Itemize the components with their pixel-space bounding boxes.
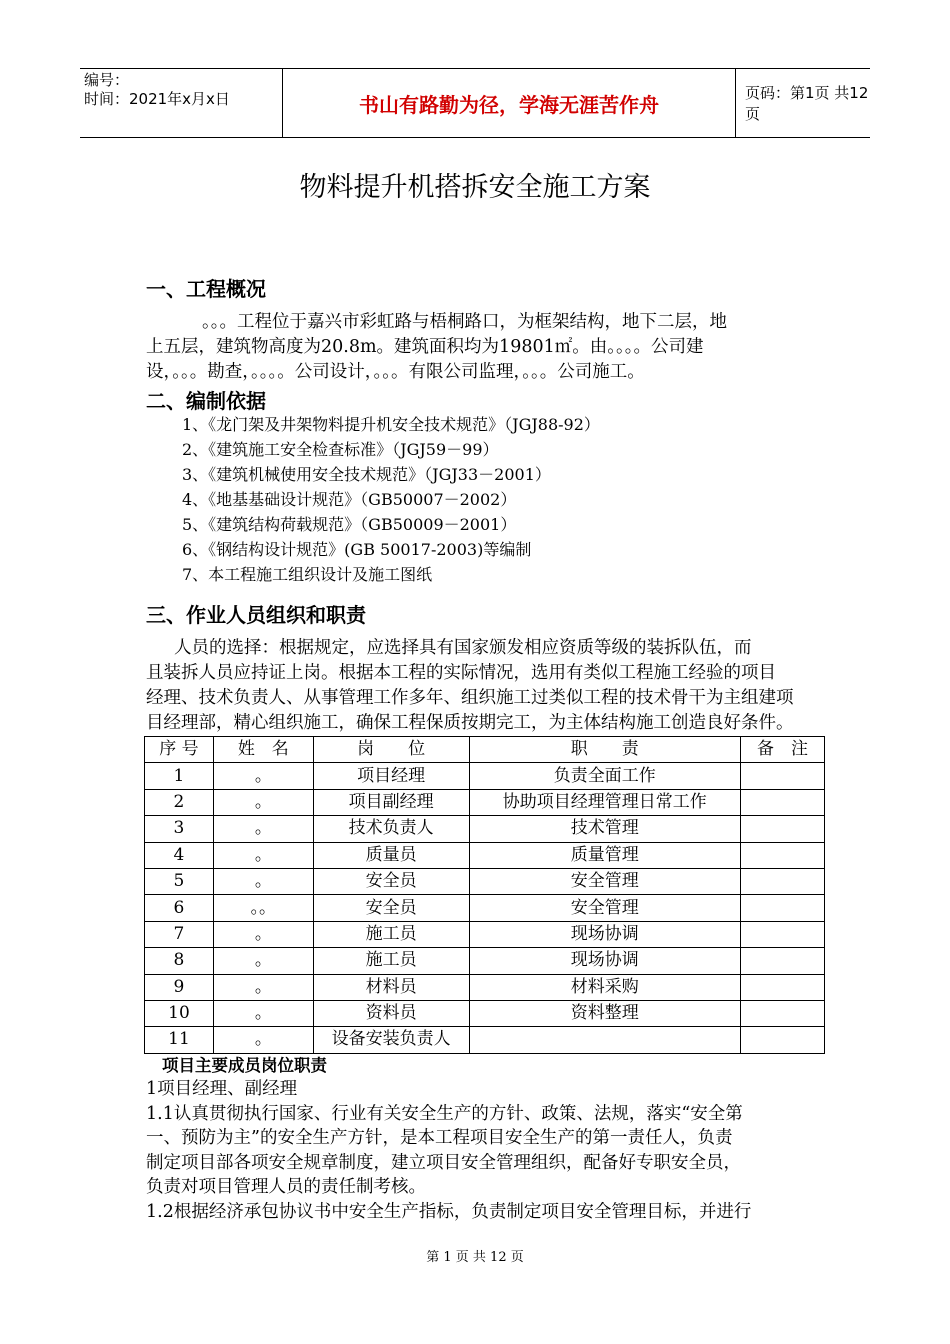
reference-item: 6、《钢结构设计规范》(GB 50017-2003)等编制 <box>182 540 532 559</box>
overview-paragraph <box>146 310 814 385</box>
table-cell: 。 <box>213 1027 313 1053</box>
table-cell: 。 <box>213 1000 313 1026</box>
duties-line: 1项目经理、副经理 <box>146 1079 298 1099</box>
paragraph-line: 人员的选择：根据规定，应选择具有国家颁发相应资质等级的装拆队伍，而 <box>174 638 752 658</box>
page-header <box>80 68 870 138</box>
table-cell: 11 <box>145 1027 214 1053</box>
column-header: 备 注 <box>741 737 825 763</box>
table-cell: 材料采购 <box>469 974 741 1000</box>
table-cell: 施工员 <box>313 921 469 947</box>
table-cell: 。 <box>213 816 313 842</box>
table-cell: 6 <box>145 895 214 921</box>
table-cell: 安全管理 <box>469 868 741 894</box>
duties-line: 1.2根据经济承包协议书中安全生产指标，负责制定项目安全管理目标，并进行 <box>146 1201 752 1222</box>
reference-item: 3、《建筑机械使用安全技术规范》（JGJ33－2001） <box>182 465 551 484</box>
table-row <box>145 948 825 974</box>
table-cell <box>741 842 825 868</box>
reference-item: 2、《建筑施工安全检查标准》（JGJ59－99） <box>182 440 499 459</box>
staff-paragraph <box>146 636 814 736</box>
table-cell: 技术管理 <box>469 816 741 842</box>
reference-item: 5、《建筑结构荷载规范》（GB50009－2001） <box>182 515 517 534</box>
page-footer: 第 1 页 共 12 页 <box>426 1250 524 1265</box>
duties-line: 1.1认真贯彻执行国家、行业有关安全生产的方针、政策、法规，落实“安全第 <box>146 1103 743 1124</box>
paragraph-line: 经理、技术负责人、从事管理工作多年、组织施工过类似工程的技术骨干为主组建项 <box>146 688 794 708</box>
section-heading-overview: 一、工程概况 <box>146 277 266 301</box>
table-cell: 资料整理 <box>469 1000 741 1026</box>
duties-heading: 项目主要成员岗位职责 <box>162 1056 327 1075</box>
column-header: 职 责 <box>469 737 741 763</box>
table-cell: 项目经理 <box>313 763 469 789</box>
table-cell <box>741 974 825 1000</box>
table-cell: 7 <box>145 921 214 947</box>
document-title: 物料提升机搭拆安全施工方案 <box>299 172 651 203</box>
duties-text <box>146 1077 814 1225</box>
reference-item: 1、《龙门架及井架物料提升机安全技术规范》（JGJ88-92） <box>182 415 600 434</box>
reference-item: 4、《地基基础设计规范》（GB50007－2002） <box>182 490 517 509</box>
table-cell: 。 <box>213 921 313 947</box>
paragraph-line: 上五层，建筑物高度为20.8m。建筑面积均为19801㎡。由。。。。公司建 <box>146 337 704 357</box>
table-cell: 施工员 <box>313 948 469 974</box>
table-cell: 负责全面工作 <box>469 763 741 789</box>
paragraph-line: 设，。。。勘查，。。。。公司设计，。。。有限公司监理，。。。公司施工。 <box>146 362 645 382</box>
table-cell <box>741 895 825 921</box>
table-cell: 现场协调 <box>469 921 741 947</box>
header-page-cell <box>735 69 870 137</box>
table-cell: 资料员 <box>313 1000 469 1026</box>
table-cell <box>741 1000 825 1026</box>
table-cell: 材料员 <box>313 974 469 1000</box>
table-cell: 8 <box>145 948 214 974</box>
table-cell: 4 <box>145 842 214 868</box>
document-number-label: 编号： <box>84 71 130 89</box>
table-cell <box>741 868 825 894</box>
table-cell: 。 <box>213 948 313 974</box>
document-date: 时间：2021年x月x日 <box>84 90 230 108</box>
paragraph-line: 。。。工程位于嘉兴市彩虹路与梧桐路口，为框架结构，地下二层，地 <box>202 312 727 332</box>
reference-item: 7、本工程施工组织设计及施工图纸 <box>182 565 433 584</box>
table-cell: 9 <box>145 974 214 1000</box>
table-row <box>145 789 825 815</box>
table-cell <box>741 1027 825 1053</box>
duties-line: 负责对项目管理人员的责任制考核。 <box>146 1177 426 1198</box>
table-cell: 协助项目经理管理日常工作 <box>469 789 741 815</box>
page-info: 页码：第1页 共12页 <box>745 84 869 123</box>
table-cell <box>741 921 825 947</box>
table-row <box>145 868 825 894</box>
table-cell: 。 <box>213 842 313 868</box>
column-header: 岗 位 <box>313 737 469 763</box>
table-cell <box>741 948 825 974</box>
table-cell: 1 <box>145 763 214 789</box>
table-cell: 质量员 <box>313 842 469 868</box>
table-cell <box>469 1027 741 1053</box>
table-cell: 。 <box>213 974 313 1000</box>
table-cell: 质量管理 <box>469 842 741 868</box>
table-header-row <box>145 737 825 763</box>
table-cell: 安全员 <box>313 868 469 894</box>
duties-line: 制定项目部各项安全规章制度，建立项目安全管理组织，配备好专职安全员， <box>146 1152 741 1173</box>
table-cell: 现场协调 <box>469 948 741 974</box>
table-cell <box>741 816 825 842</box>
table-cell: 2 <box>145 789 214 815</box>
table-cell: 。 <box>213 789 313 815</box>
motto: 书山有路勤为径，学海无涯苦作舟 <box>359 92 659 117</box>
table-cell: 5 <box>145 868 214 894</box>
table-row <box>145 921 825 947</box>
table-row <box>145 974 825 1000</box>
table-cell: 。。 <box>213 895 313 921</box>
paragraph-line: 目经理部，精心组织施工，确保工程保质按期完工，为主体结构施工创造良好条件。 <box>146 713 794 733</box>
staff-table <box>144 736 825 1054</box>
duties-line: 一、预防为主”的安全生产方针，是本工程项目安全生产的第一责任人，负责 <box>146 1128 733 1149</box>
table-cell: 安全管理 <box>469 895 741 921</box>
table-cell <box>741 763 825 789</box>
section-heading-staff: 三、作业人员组织和职责 <box>146 603 366 627</box>
table-row <box>145 1027 825 1053</box>
table-cell: 项目副经理 <box>313 789 469 815</box>
paragraph-line: 且装拆人员应持证上岗。根据本工程的实际情况，选用有类似工程施工经验的项目 <box>146 663 776 683</box>
table-row <box>145 816 825 842</box>
table-cell: 10 <box>145 1000 214 1026</box>
table-row <box>145 895 825 921</box>
section-heading-basis: 二、编制依据 <box>146 389 266 413</box>
column-header: 序 号 <box>145 737 214 763</box>
table-cell: 。 <box>213 763 313 789</box>
table-cell: 技术负责人 <box>313 816 469 842</box>
table-cell <box>741 789 825 815</box>
staff-table-body <box>145 737 825 1054</box>
header-motto-cell <box>282 69 736 137</box>
table-cell: 3 <box>145 816 214 842</box>
table-row <box>145 842 825 868</box>
table-cell: 设备安装负责人 <box>313 1027 469 1053</box>
table-row <box>145 763 825 789</box>
table-cell: 。 <box>213 868 313 894</box>
column-header: 姓 名 <box>213 737 313 763</box>
header-meta <box>80 69 282 137</box>
table-cell: 安全员 <box>313 895 469 921</box>
table-row <box>145 1000 825 1026</box>
